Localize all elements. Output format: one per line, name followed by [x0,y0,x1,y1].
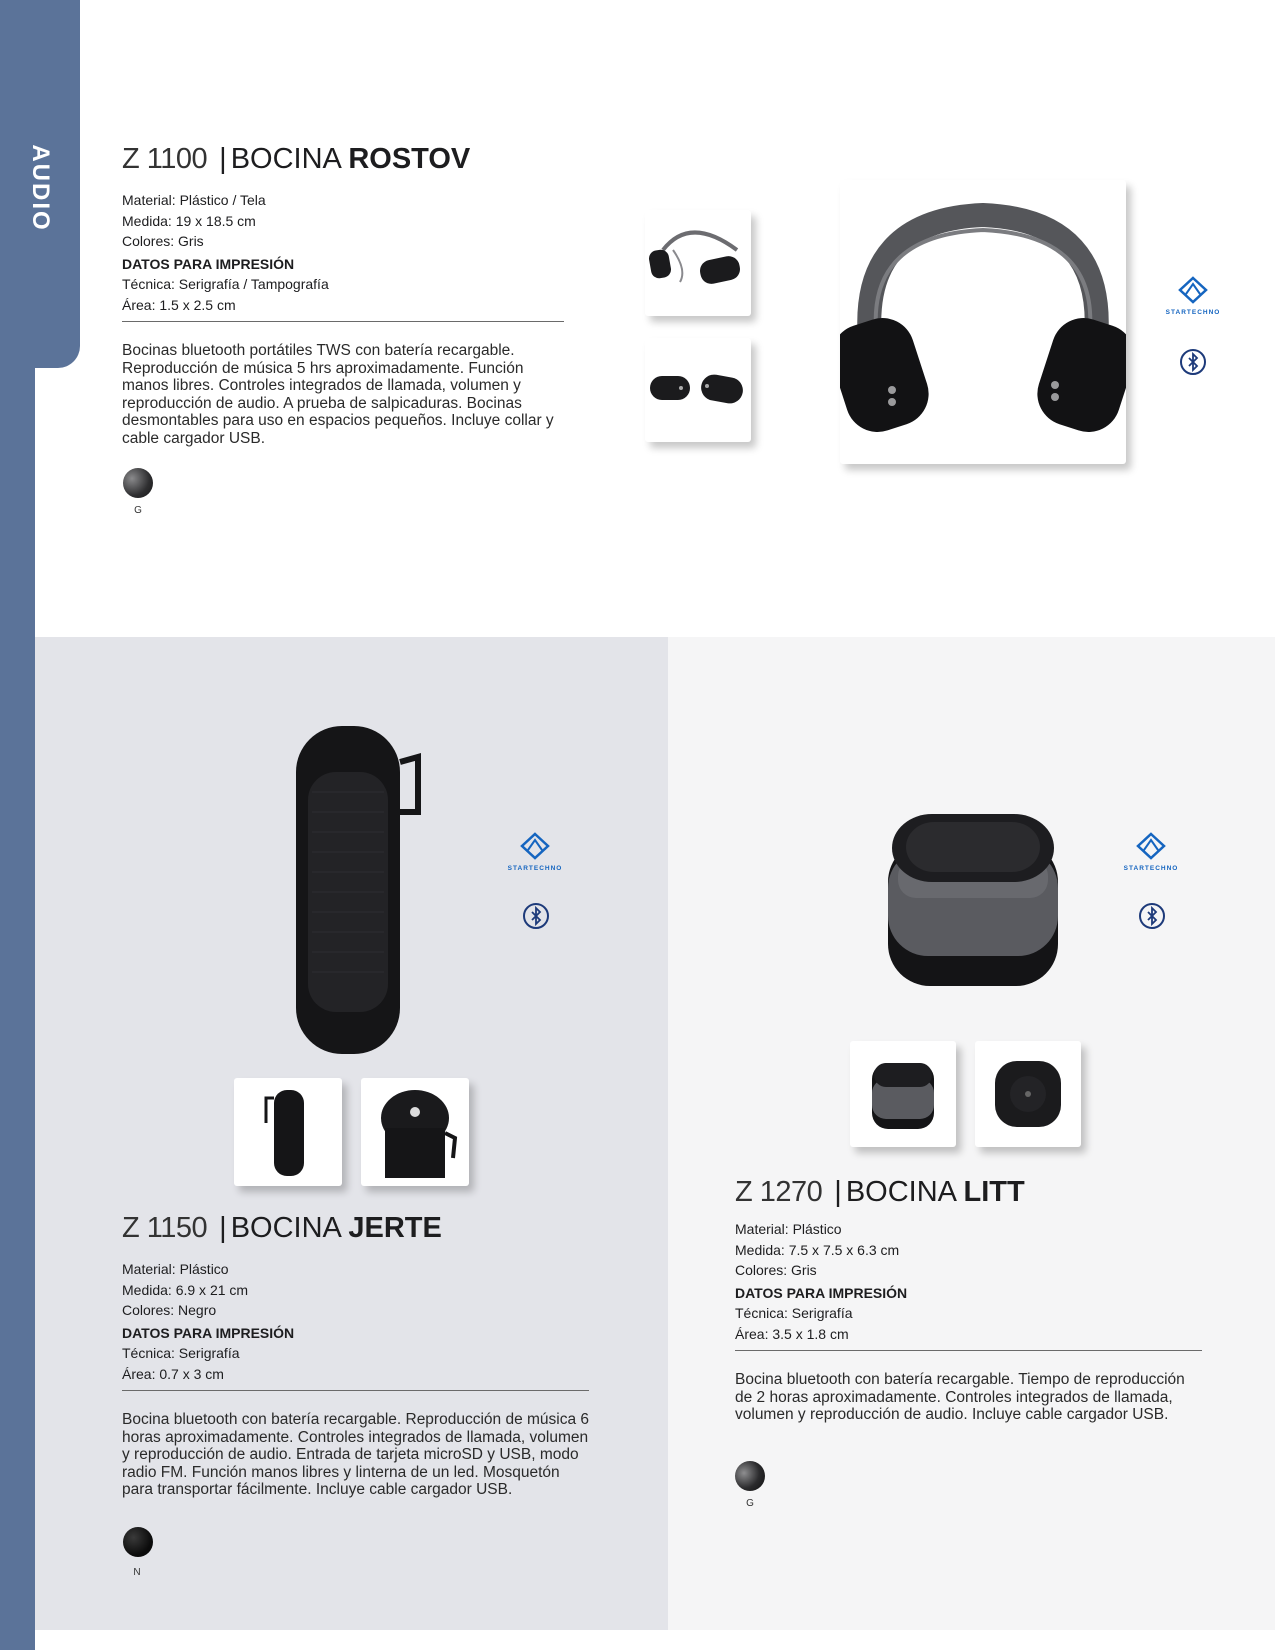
spec-area: Área: 3.5 x 1.8 cm [735,1325,849,1342]
product-name-prefix: BOCINA [230,1212,341,1244]
color-swatch-black [123,1527,153,1557]
product-code: Z 1270 [735,1176,823,1208]
title-separator: | [219,1212,227,1244]
spec-area: Área: 1.5 x 2.5 cm [122,296,236,313]
brand-name: STARTECHNO [1165,309,1221,316]
color-code: N [133,1567,141,1578]
cube-speaker-image [870,800,1070,990]
cylinder-speaker-image [268,702,448,1062]
product-main-image[interactable] [268,702,448,1062]
section-label: AUDIO [27,144,54,232]
cylinder-side-image [234,1078,342,1186]
product-thumbnail[interactable] [645,338,751,442]
section-tab-label-wrap [0,128,80,248]
divider [735,1350,1202,1351]
title-separator: | [834,1176,842,1208]
product-name: JERTE [348,1212,442,1244]
product-title-rostov [122,143,470,176]
product-main-image[interactable] [840,180,1126,464]
product-name: LITT [963,1176,1025,1208]
section-tab [0,0,80,368]
spec-technique: Técnica: Serigrafía [122,1345,240,1361]
spec-colors: Colores: Negro [122,1302,217,1318]
product-name: ROSTOV [348,143,471,175]
spec-colors: Colores: Gris [735,1262,817,1278]
brand-name: STARTECHNO [507,865,563,872]
neckband-speaker-image [645,210,751,316]
cube-bottom-image [975,1041,1081,1147]
detached-earbuds-image [645,338,751,442]
divider [122,1390,589,1391]
cylinder-top-image [361,1078,469,1186]
product-specs-rostov [122,190,329,315]
spec-material: Material: Plástico [122,1261,229,1277]
startechno-logo-icon [520,832,550,860]
startechno-logo [500,832,570,872]
product-name-prefix: BOCINA [230,143,341,175]
color-code: G [746,1498,754,1509]
print-data-heading: DATOS PARA IMPRESIÓN [122,255,295,272]
product-thumbnail[interactable] [361,1078,469,1186]
spec-technique: Técnica: Serigrafía / Tampografía [122,276,329,292]
spec-material: Material: Plástico / Tela [122,192,266,208]
brand-name: STARTECHNO [1123,865,1179,872]
bluetooth-icon [1180,349,1206,375]
spec-technique: Técnica: Serigrafía [735,1305,853,1321]
product-title-litt [735,1176,1025,1209]
product-description: Bocina bluetooth con batería recargable. Tiempo de reproducción de 2 horas aproximadamente. Controles integrados de llamada, volumen y reproducción de audio. Incluye cable cargador USB. [735,1371,1185,1423]
spec-size: Medida: 7.5 x 7.5 x 6.3 cm [735,1241,900,1258]
headphones-speaker-image [840,180,1126,464]
product-main-image[interactable] [870,800,1070,990]
print-data-heading: DATOS PARA IMPRESIÓN [122,1324,295,1341]
startechno-logo-icon [1136,832,1166,860]
color-swatch-gray [123,468,153,498]
startechno-logo [1116,832,1186,872]
startechno-logo [1158,276,1228,316]
product-title-jerte [122,1212,442,1245]
cube-front-image [850,1041,956,1147]
spec-area: Área: 0.7 x 3 cm [122,1365,224,1382]
color-code: G [134,505,142,516]
product-code: Z 1150 [122,1212,208,1244]
startechno-logo-icon [1178,276,1208,304]
product-code: Z 1100 [122,143,208,175]
product-thumbnail[interactable] [850,1041,956,1147]
product-thumbnail[interactable] [975,1041,1081,1147]
print-data-heading: DATOS PARA IMPRESIÓN [735,1284,908,1301]
spec-size: Medida: 19 x 18.5 cm [122,212,256,229]
spec-size: Medida: 6.9 x 21 cm [122,1281,249,1298]
spec-material: Material: Plástico [735,1221,842,1237]
product-description: Bocinas bluetooth portátiles TWS con batería recargable. Reproducción de música 5 hrs aproximadamente. Función manos libres. Controles integrados de llamada, volumen y reproducción de audio. A prueba de salpicaduras. Bocinas desmontables para uso en espacios pequeños. Incluye collar y cable cargador USB. [122,342,554,447]
product-name-prefix: BOCINA [845,1176,956,1208]
bluetooth-icon [1139,903,1165,929]
bluetooth-icon [523,903,549,929]
title-separator: | [219,143,227,175]
color-swatch-gray [735,1461,765,1491]
divider [122,321,564,322]
product-description: Bocina bluetooth con batería recargable. Reproducción de música 6 horas aproximadamente. Controles integrados de llamada, volumen y reproducción de audio. Entrada de tarjeta microSD y USB, modo radio FM. Función manos libres y linterna de un led. Mosquetón para transportar fácilmente. Incluye cable cargador USB. [122,1411,590,1498]
product-thumbnail[interactable] [234,1078,342,1186]
product-thumbnail[interactable] [645,210,751,316]
product-specs-litt [735,1219,907,1344]
spec-colors: Colores: Gris [122,233,204,249]
product-specs-jerte [122,1259,294,1384]
